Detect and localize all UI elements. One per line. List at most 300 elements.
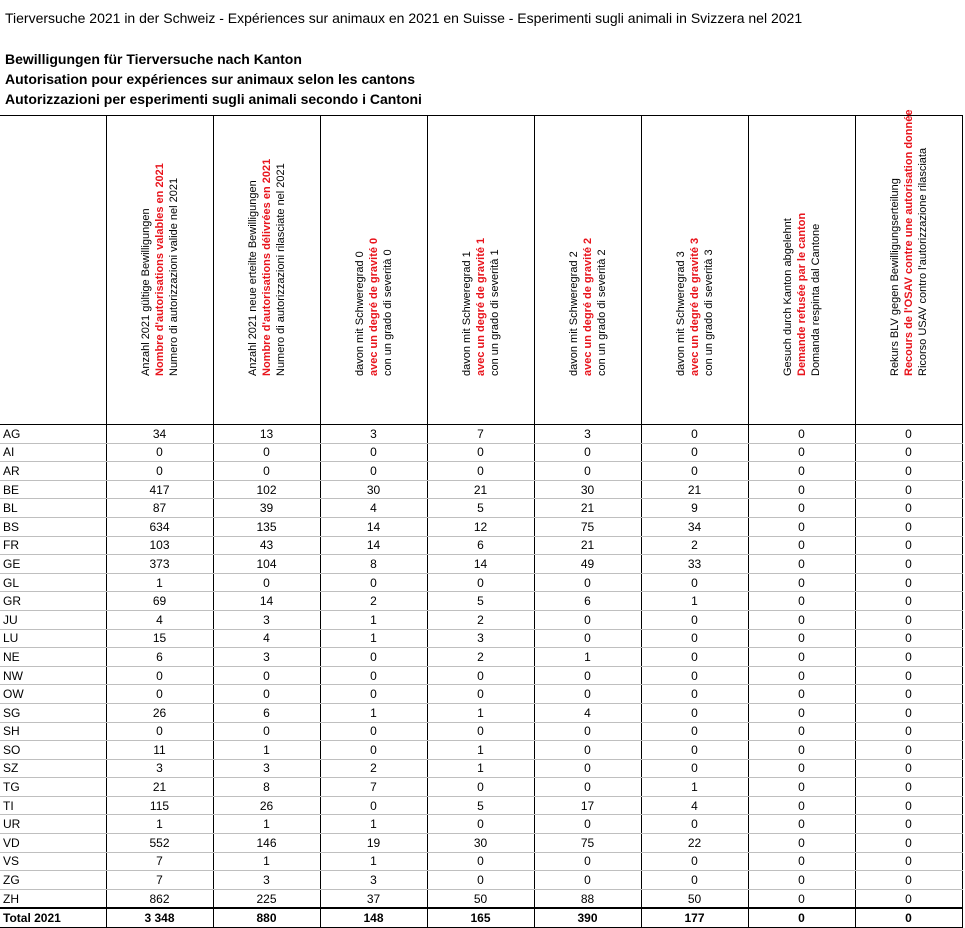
subtitle-de: Bewilligungen für Tierversuche nach Kanton [5,51,302,67]
value-cell: 2 [641,536,748,555]
value-cell: 0 [855,555,962,574]
table-row [0,703,962,722]
canton-cell: BS [0,517,106,536]
subtitle-block [5,49,422,109]
canton-cell: VD [0,834,106,853]
value-cell: 3 [534,425,641,444]
value-cell: 0 [320,796,427,815]
value-cell: 0 [855,889,962,908]
value-cell: 0 [855,685,962,704]
value-cell: 0 [320,648,427,667]
column-header-de: Rekurs BLV gegen Bewilligungserteilung [888,178,901,376]
canton-cell: TI [0,796,106,815]
column-header-fr: Recours de l'OSAV contre une autorisation donnée [902,109,915,376]
value-cell: 0 [320,443,427,462]
total-value-cell: 0 [855,908,962,928]
table-body [0,425,962,928]
value-cell: 1 [106,815,213,834]
canton-cell: LU [0,629,106,648]
value-cell: 21 [427,480,534,499]
column-header-de: Anzahl 2021 neue erteilte Bewilligungen [246,180,259,376]
canton-cell: SZ [0,759,106,778]
value-cell: 0 [748,685,855,704]
value-cell: 135 [213,517,320,536]
value-cell: 0 [855,443,962,462]
value-cell: 30 [427,834,534,853]
value-cell: 0 [213,722,320,741]
value-cell: 88 [534,889,641,908]
value-cell: 0 [748,462,855,481]
value-cell: 0 [748,871,855,890]
canton-cell: SG [0,703,106,722]
column-header-fr: Demande refusée par le canton [795,212,808,376]
table-row [0,425,962,444]
value-cell: 1 [320,852,427,871]
value-cell: 21 [641,480,748,499]
value-cell: 0 [534,629,641,648]
value-cell: 75 [534,517,641,536]
value-cell: 0 [641,648,748,667]
value-cell: 6 [534,592,641,611]
value-cell: 11 [106,741,213,760]
value-cell: 0 [855,759,962,778]
value-cell: 0 [748,796,855,815]
canton-cell: ZG [0,871,106,890]
table-row [0,517,962,536]
value-cell: 75 [534,834,641,853]
value-cell: 5 [427,499,534,518]
value-cell: 1 [320,815,427,834]
value-cell: 0 [320,573,427,592]
canton-cell: AI [0,443,106,462]
value-cell: 5 [427,592,534,611]
value-cell: 9 [641,499,748,518]
value-cell: 0 [748,703,855,722]
value-cell: 0 [748,815,855,834]
table-row [0,871,962,890]
value-cell: 21 [534,499,641,518]
value-cell: 0 [641,610,748,629]
value-cell: 8 [213,778,320,797]
value-cell: 26 [213,796,320,815]
column-header-it: con un grado di severità 3 [702,249,715,376]
value-cell: 0 [427,871,534,890]
total-row [0,908,962,928]
value-cell: 0 [855,499,962,518]
canton-cell: ZH [0,889,106,908]
column-header-it: Numero di autorizzazioni valide nel 2021 [167,177,180,376]
value-cell: 0 [748,610,855,629]
value-cell: 7 [106,871,213,890]
value-cell: 225 [213,889,320,908]
value-cell: 0 [427,778,534,797]
value-cell: 0 [534,666,641,685]
column-header-fr: avec un degré de gravité 0 [367,237,380,376]
value-cell: 0 [748,499,855,518]
value-cell: 3 [106,759,213,778]
column-header-de: davon mit Schweregrad 3 [674,251,687,376]
page-title: Tierversuche 2021 in der Schweiz - Expériences sur animaux en 2021 en Suisse - Esperimenti sugli animali in Svizzera nel 2021 [5,10,803,26]
column-header-it: con un grado di severità 2 [595,249,608,376]
table-row [0,610,962,629]
table-row [0,536,962,555]
value-cell: 2 [427,610,534,629]
value-cell: 0 [641,443,748,462]
column-header-de: Gesuch durch Kanton abgelehnt [781,218,794,376]
value-cell: 4 [106,610,213,629]
total-value-cell: 880 [213,908,320,928]
value-cell: 0 [213,462,320,481]
canton-cell: UR [0,815,106,834]
value-cell: 0 [427,722,534,741]
total-label: Total 2021 [0,908,106,928]
value-cell: 0 [534,741,641,760]
canton-cell: TG [0,778,106,797]
value-cell: 0 [748,517,855,536]
value-cell: 3 [213,759,320,778]
canton-cell: GL [0,573,106,592]
value-cell: 43 [213,536,320,555]
value-cell: 17 [534,796,641,815]
value-cell: 50 [427,889,534,908]
value-cell: 115 [106,796,213,815]
value-cell: 0 [748,555,855,574]
column-header-6 [641,116,748,425]
table-row [0,741,962,760]
canton-cell: GR [0,592,106,611]
value-cell: 0 [748,648,855,667]
value-cell: 0 [320,666,427,685]
value-cell: 0 [748,443,855,462]
value-cell: 552 [106,834,213,853]
value-cell: 0 [641,573,748,592]
column-header-fr: avec un degré de gravité 2 [581,237,594,376]
value-cell: 417 [106,480,213,499]
value-cell: 6 [427,536,534,555]
value-cell: 7 [427,425,534,444]
canton-cell: JU [0,610,106,629]
column-header-2 [213,116,320,425]
table-row [0,778,962,797]
value-cell: 0 [534,815,641,834]
value-cell: 0 [641,722,748,741]
value-cell: 0 [641,759,748,778]
total-value-cell: 165 [427,908,534,928]
table-row [0,722,962,741]
column-header-it: con un grado di severità 1 [488,249,501,376]
value-cell: 0 [855,741,962,760]
value-cell: 0 [748,666,855,685]
value-cell: 39 [213,499,320,518]
value-cell: 373 [106,555,213,574]
value-cell: 7 [106,852,213,871]
table-row [0,889,962,908]
canton-cell: VS [0,852,106,871]
value-cell: 0 [748,629,855,648]
value-cell: 30 [320,480,427,499]
value-cell: 0 [855,610,962,629]
column-header-fr: Nombre d'autorisations valables en 2021 [153,163,166,376]
value-cell: 0 [855,573,962,592]
value-cell: 0 [534,610,641,629]
value-cell: 3 [213,610,320,629]
value-cell: 0 [106,443,213,462]
value-cell: 6 [106,648,213,667]
value-cell: 0 [427,852,534,871]
value-cell: 19 [320,834,427,853]
table-row [0,592,962,611]
table-row [0,834,962,853]
value-cell: 22 [641,834,748,853]
header-row [0,116,962,425]
value-cell: 0 [641,425,748,444]
value-cell: 0 [534,759,641,778]
value-cell: 0 [855,703,962,722]
column-header-1 [106,116,213,425]
value-cell: 3 [320,425,427,444]
value-cell: 0 [534,871,641,890]
value-cell: 0 [106,666,213,685]
table-row [0,555,962,574]
value-cell: 0 [320,462,427,481]
total-value-cell: 177 [641,908,748,928]
value-cell: 87 [106,499,213,518]
value-cell: 0 [641,815,748,834]
value-cell: 0 [748,852,855,871]
column-header-3 [320,116,427,425]
value-cell: 0 [748,573,855,592]
column-header-4 [427,116,534,425]
value-cell: 1 [534,648,641,667]
data-table [0,109,963,928]
value-cell: 34 [641,517,748,536]
table-row [0,443,962,462]
value-cell: 0 [320,722,427,741]
value-cell: 1 [427,759,534,778]
value-cell: 634 [106,517,213,536]
value-cell: 0 [534,685,641,704]
value-cell: 0 [748,741,855,760]
value-cell: 0 [855,462,962,481]
value-cell: 26 [106,703,213,722]
canton-cell: GE [0,555,106,574]
value-cell: 0 [855,778,962,797]
value-cell: 4 [534,703,641,722]
canton-cell: AR [0,462,106,481]
value-cell: 0 [748,778,855,797]
table-row [0,629,962,648]
value-cell: 104 [213,555,320,574]
table-row [0,685,962,704]
total-value-cell: 0 [748,908,855,928]
column-header-fr: avec un degré de gravité 3 [688,237,701,376]
value-cell: 15 [106,629,213,648]
value-cell: 1 [213,741,320,760]
value-cell: 103 [106,536,213,555]
table-row [0,480,962,499]
canton-cell: BE [0,480,106,499]
value-cell: 0 [855,722,962,741]
value-cell: 0 [106,462,213,481]
value-cell: 1 [641,592,748,611]
subtitle-it: Autorizzazioni per esperimenti sugli animali secondo i Cantoni [5,91,422,107]
value-cell: 0 [855,796,962,815]
value-cell: 0 [855,648,962,667]
value-cell: 0 [641,871,748,890]
value-cell: 50 [641,889,748,908]
value-cell: 8 [320,555,427,574]
table-row [0,796,962,815]
value-cell: 4 [320,499,427,518]
value-cell: 0 [427,815,534,834]
canton-cell: FR [0,536,106,555]
value-cell: 1 [106,573,213,592]
value-cell: 0 [534,462,641,481]
value-cell: 1 [320,703,427,722]
value-cell: 0 [213,666,320,685]
value-cell: 1 [641,778,748,797]
value-cell: 1 [427,703,534,722]
column-header-8 [855,109,962,425]
value-cell: 0 [748,536,855,555]
value-cell: 14 [320,536,427,555]
table-row [0,666,962,685]
value-cell: 34 [106,425,213,444]
value-cell: 0 [855,425,962,444]
value-cell: 0 [320,685,427,704]
column-header-de: davon mit Schweregrad 2 [567,251,580,376]
value-cell: 0 [427,666,534,685]
column-header-it: con un grado di severità 0 [381,249,394,376]
value-cell: 3 [320,871,427,890]
value-cell: 3 [427,629,534,648]
value-cell: 37 [320,889,427,908]
value-cell: 0 [427,685,534,704]
value-cell: 13 [213,425,320,444]
total-value-cell: 390 [534,908,641,928]
value-cell: 2 [320,592,427,611]
table-row [0,852,962,871]
column-header-it: Numero di autorizzazioni rilasciate nel 2021 [274,163,287,376]
table-row [0,648,962,667]
value-cell: 0 [855,536,962,555]
total-value-cell: 148 [320,908,427,928]
value-cell: 102 [213,480,320,499]
column-header-it: Domanda respinta dal Cantone [809,223,822,376]
value-cell: 1 [213,815,320,834]
value-cell: 0 [641,741,748,760]
value-cell: 0 [855,852,962,871]
value-cell: 0 [641,703,748,722]
value-cell: 1 [320,610,427,629]
value-cell: 0 [106,722,213,741]
value-cell: 49 [534,555,641,574]
column-header-de: davon mit Schweregrad 1 [460,251,473,376]
header-canton [0,116,106,425]
value-cell: 7 [320,778,427,797]
value-cell: 0 [641,629,748,648]
column-header-fr: avec un degré de gravité 1 [474,237,487,376]
value-cell: 0 [748,480,855,499]
value-cell: 30 [534,480,641,499]
canton-cell: BL [0,499,106,518]
value-cell: 0 [855,871,962,890]
value-cell: 1 [213,852,320,871]
value-cell: 0 [748,592,855,611]
column-header-fr: Nombre d'autorisations délivrées en 2021 [260,158,273,376]
value-cell: 0 [855,517,962,536]
value-cell: 0 [855,592,962,611]
value-cell: 0 [641,852,748,871]
value-cell: 0 [641,666,748,685]
total-value-cell: 3 348 [106,908,213,928]
value-cell: 14 [320,517,427,536]
value-cell: 0 [748,889,855,908]
column-header-it: Ricorso USAV contro l'autorizzazione rilasciata [916,147,929,376]
value-cell: 0 [106,685,213,704]
value-cell: 0 [320,741,427,760]
canton-cell: NW [0,666,106,685]
table-row [0,815,962,834]
value-cell: 0 [748,759,855,778]
value-cell: 0 [748,425,855,444]
value-cell: 0 [641,685,748,704]
value-cell: 0 [641,462,748,481]
value-cell: 0 [534,722,641,741]
canton-cell: AG [0,425,106,444]
value-cell: 3 [213,648,320,667]
canton-cell: SH [0,722,106,741]
value-cell: 1 [320,629,427,648]
table-row [0,499,962,518]
value-cell: 12 [427,517,534,536]
value-cell: 0 [855,480,962,499]
value-cell: 0 [427,573,534,592]
canton-cell: NE [0,648,106,667]
value-cell: 0 [534,852,641,871]
value-cell: 0 [855,834,962,853]
subtitle-fr: Autorisation pour expériences sur animaux selon les cantons [5,71,416,87]
value-cell: 0 [427,443,534,462]
value-cell: 4 [641,796,748,815]
value-cell: 21 [534,536,641,555]
value-cell: 0 [427,462,534,481]
value-cell: 3 [213,871,320,890]
value-cell: 2 [320,759,427,778]
value-cell: 0 [213,573,320,592]
column-header-5 [534,116,641,425]
value-cell: 21 [106,778,213,797]
value-cell: 5 [427,796,534,815]
table-row [0,759,962,778]
value-cell: 0 [855,815,962,834]
value-cell: 0 [534,443,641,462]
column-header-7 [748,116,855,425]
value-cell: 4 [213,629,320,648]
canton-cell: OW [0,685,106,704]
value-cell: 862 [106,889,213,908]
value-cell: 0 [748,834,855,853]
value-cell: 0 [534,778,641,797]
column-header-de: davon mit Schweregrad 0 [353,251,366,376]
value-cell: 6 [213,703,320,722]
value-cell: 0 [534,573,641,592]
column-header-de: Anzahl 2021 gültige Bewilligungen [139,208,152,376]
value-cell: 0 [748,722,855,741]
value-cell: 69 [106,592,213,611]
value-cell: 0 [855,629,962,648]
table-row [0,573,962,592]
